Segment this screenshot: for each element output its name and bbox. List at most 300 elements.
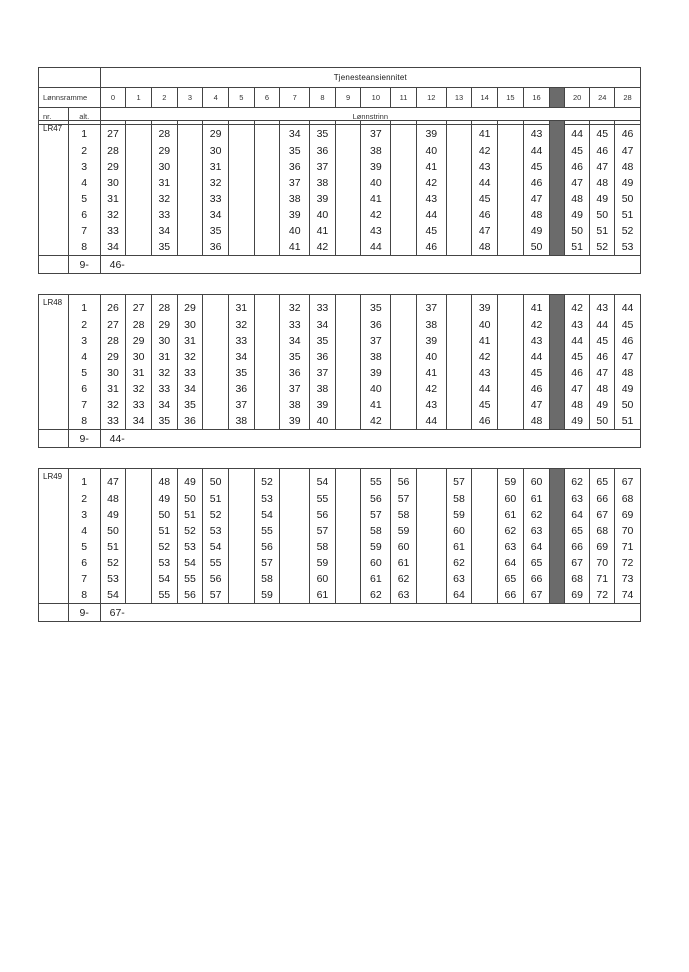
salary-step-cell	[335, 349, 361, 365]
footer-row	[39, 430, 641, 448]
salary-step-cell	[254, 239, 280, 256]
footer-alt-cell: 9-	[68, 604, 100, 622]
table-row	[39, 491, 641, 507]
column-header: 3	[177, 88, 203, 108]
salary-step-cell	[391, 381, 417, 397]
salary-step-cell: 35	[310, 121, 336, 144]
salary-step-cell	[254, 365, 280, 381]
column-header: 16	[523, 88, 550, 108]
salary-step-cell: 52	[590, 239, 615, 256]
salary-step-cell	[254, 121, 280, 144]
table-row	[39, 539, 641, 555]
salary-step-cell: 34	[151, 397, 177, 413]
salary-step-cell: 74	[615, 587, 641, 604]
separator-cell	[550, 587, 564, 604]
separator-cell	[550, 159, 564, 175]
salary-step-cell: 33	[177, 365, 203, 381]
salary-step-cell: 64	[523, 539, 550, 555]
column-header: 1	[126, 88, 152, 108]
alt-cell: 4	[68, 523, 100, 539]
salary-step-cell: 42	[416, 175, 446, 191]
group-label: LR47	[39, 121, 69, 256]
column-header: 2	[151, 88, 177, 108]
salary-step-cell	[391, 143, 417, 159]
salary-step-cell	[498, 333, 524, 349]
salary-step-cell: 44	[523, 143, 550, 159]
salary-step-cell: 62	[523, 507, 550, 523]
salary-step-cell: 71	[615, 539, 641, 555]
salary-step-cell: 42	[472, 143, 498, 159]
separator-cell	[550, 469, 564, 492]
footer-alt-cell: 9-	[68, 256, 100, 274]
table-row	[39, 349, 641, 365]
salary-step-cell: 61	[310, 587, 336, 604]
salary-step-cell	[416, 507, 446, 523]
salary-step-cell: 44	[472, 381, 498, 397]
salary-step-cell: 68	[564, 571, 590, 587]
salary-step-cell	[228, 207, 254, 223]
group-table-lr48	[38, 294, 641, 448]
salary-step-cell: 53	[177, 539, 203, 555]
salary-step-cell: 41	[361, 397, 391, 413]
column-header: 11	[391, 88, 417, 108]
salary-step-cell: 33	[203, 191, 229, 207]
salary-step-cell: 37	[310, 159, 336, 175]
salary-step-cell	[126, 121, 152, 144]
salary-step-cell: 60	[310, 571, 336, 587]
salary-step-cell: 55	[177, 571, 203, 587]
salary-step-cell	[126, 555, 152, 571]
salary-step-cell: 43	[523, 121, 550, 144]
table-row	[39, 365, 641, 381]
salary-step-cell: 49	[151, 491, 177, 507]
salary-step-cell: 36	[280, 365, 310, 381]
salary-step-cell	[446, 397, 472, 413]
salary-step-cell: 33	[126, 397, 152, 413]
salary-step-cell: 46	[564, 365, 590, 381]
salary-step-cell	[203, 381, 229, 397]
salary-step-cell: 39	[416, 121, 446, 144]
salary-step-cell: 49	[615, 381, 641, 397]
salary-step-cell	[391, 175, 417, 191]
salary-step-cell: 41	[416, 365, 446, 381]
salary-step-cell	[446, 381, 472, 397]
salary-step-cell: 62	[361, 587, 391, 604]
salary-step-cell: 45	[564, 143, 590, 159]
salary-step-cell: 49	[615, 175, 641, 191]
column-header: 7	[280, 88, 310, 108]
salary-step-cell	[498, 159, 524, 175]
salary-step-cell	[126, 175, 152, 191]
salary-step-cell	[416, 539, 446, 555]
salary-step-cell: 52	[177, 523, 203, 539]
salary-step-cell: 48	[523, 207, 550, 223]
salary-step-cell	[416, 469, 446, 492]
salary-step-cell	[391, 159, 417, 175]
salary-step-cell	[391, 349, 417, 365]
salary-step-cell: 44	[416, 207, 446, 223]
salary-step-cell: 29	[203, 121, 229, 144]
salary-step-cell: 62	[564, 469, 590, 492]
salary-step-cell	[254, 159, 280, 175]
salary-step-cell: 58	[310, 539, 336, 555]
salary-step-cell: 33	[100, 413, 126, 430]
salary-step-cell	[228, 223, 254, 239]
column-header: 24	[590, 88, 615, 108]
header-separator-cell	[550, 88, 564, 108]
separator-cell	[550, 381, 564, 397]
salary-step-cell: 35	[151, 413, 177, 430]
table-row	[39, 571, 641, 587]
salary-step-cell: 57	[254, 555, 280, 571]
column-header: 9	[335, 88, 361, 108]
salary-step-cell	[335, 555, 361, 571]
salary-step-cell	[416, 571, 446, 587]
column-header: 28	[615, 88, 641, 108]
salary-step-cell: 41	[361, 191, 391, 207]
salary-step-cell	[416, 587, 446, 604]
salary-step-cell	[126, 469, 152, 492]
salary-step-cell	[335, 491, 361, 507]
salary-step-cell	[254, 381, 280, 397]
salary-step-cell	[126, 539, 152, 555]
salary-step-cell: 57	[361, 507, 391, 523]
salary-step-cell	[228, 191, 254, 207]
salary-step-cell: 50	[100, 523, 126, 539]
salary-step-cell: 36	[203, 239, 229, 256]
salary-step-cell	[280, 539, 310, 555]
salary-step-cell: 37	[361, 121, 391, 144]
alt-label: alt.	[68, 108, 100, 125]
salary-step-cell	[335, 381, 361, 397]
alt-cell: 1	[68, 295, 100, 318]
salary-step-cell	[126, 159, 152, 175]
salary-step-cell: 69	[564, 587, 590, 604]
salary-step-cell	[177, 159, 203, 175]
lonnsramme-label: Lønnsramme	[39, 88, 101, 108]
salary-step-cell: 39	[361, 159, 391, 175]
salary-step-cell	[203, 295, 229, 318]
salary-step-cell: 40	[280, 223, 310, 239]
salary-step-cell: 44	[523, 349, 550, 365]
column-header: 10	[361, 88, 391, 108]
footer-empty-cell	[39, 430, 69, 448]
salary-step-cell: 28	[100, 143, 126, 159]
salary-step-cell: 49	[590, 191, 615, 207]
footer-empty-cell	[39, 256, 69, 274]
salary-step-cell	[335, 397, 361, 413]
salary-step-cell: 49	[564, 207, 590, 223]
salary-step-cell: 66	[564, 539, 590, 555]
salary-step-cell	[335, 121, 361, 144]
separator-cell	[550, 191, 564, 207]
salary-step-cell: 67	[590, 507, 615, 523]
salary-step-cell: 55	[151, 587, 177, 604]
salary-step-cell: 38	[228, 413, 254, 430]
salary-step-cell: 27	[126, 295, 152, 318]
salary-step-cell: 39	[280, 413, 310, 430]
salary-step-cell: 47	[523, 397, 550, 413]
salary-step-cell	[472, 507, 498, 523]
salary-step-cell: 41	[280, 239, 310, 256]
salary-step-cell	[416, 523, 446, 539]
salary-step-cell	[391, 413, 417, 430]
salary-step-cell	[498, 239, 524, 256]
salary-step-cell: 46	[472, 413, 498, 430]
salary-step-cell: 43	[590, 295, 615, 318]
separator-cell	[550, 317, 564, 333]
salary-step-cell: 51	[615, 413, 641, 430]
separator-cell	[550, 143, 564, 159]
salary-step-cell: 34	[280, 121, 310, 144]
salary-step-cell	[228, 159, 254, 175]
salary-step-cell: 63	[498, 539, 524, 555]
salary-step-cell: 36	[310, 143, 336, 159]
salary-step-cell	[177, 223, 203, 239]
salary-step-cell: 27	[100, 121, 126, 144]
salary-step-cell: 41	[472, 333, 498, 349]
salary-step-cell: 29	[100, 349, 126, 365]
salary-step-cell	[498, 207, 524, 223]
salary-step-cell: 39	[472, 295, 498, 318]
footer-row	[39, 256, 641, 274]
salary-step-cell: 33	[151, 207, 177, 223]
salary-step-cell: 58	[391, 507, 417, 523]
salary-step-cell	[335, 365, 361, 381]
salary-step-cell: 35	[203, 223, 229, 239]
salary-step-cell: 37	[280, 175, 310, 191]
salary-step-cell: 27	[100, 317, 126, 333]
salary-step-cell: 47	[523, 191, 550, 207]
salary-step-cell: 42	[310, 239, 336, 256]
salary-step-cell: 43	[361, 223, 391, 239]
salary-step-cell	[335, 223, 361, 239]
salary-step-cell	[203, 397, 229, 413]
salary-step-cell: 48	[590, 175, 615, 191]
salary-step-cell: 47	[472, 223, 498, 239]
salary-step-cell	[446, 175, 472, 191]
salary-step-cell	[177, 143, 203, 159]
alt-cell: 4	[68, 175, 100, 191]
salary-step-cell	[228, 523, 254, 539]
separator-cell	[550, 555, 564, 571]
alt-cell: 6	[68, 555, 100, 571]
table-row	[39, 143, 641, 159]
salary-step-cell: 51	[100, 539, 126, 555]
salary-step-cell	[126, 207, 152, 223]
salary-step-cell: 49	[564, 413, 590, 430]
salary-step-cell: 31	[177, 333, 203, 349]
salary-step-cell	[280, 555, 310, 571]
alt-cell: 1	[68, 121, 100, 144]
salary-step-cell: 30	[203, 143, 229, 159]
salary-step-cell: 48	[151, 469, 177, 492]
salary-step-cell	[498, 295, 524, 318]
separator-cell	[550, 239, 564, 256]
salary-step-cell: 44	[361, 239, 391, 256]
salary-step-cell: 29	[100, 159, 126, 175]
salary-step-cell	[335, 413, 361, 430]
salary-step-cell: 46	[590, 349, 615, 365]
salary-step-cell: 31	[100, 381, 126, 397]
table-row	[39, 555, 641, 571]
salary-step-cell	[177, 175, 203, 191]
salary-step-cell: 33	[228, 333, 254, 349]
salary-step-cell: 52	[151, 539, 177, 555]
salary-step-cell: 50	[615, 191, 641, 207]
alt-cell: 8	[68, 239, 100, 256]
salary-step-cell: 38	[416, 317, 446, 333]
salary-step-cell: 52	[254, 469, 280, 492]
salary-step-cell	[228, 539, 254, 555]
column-header: 6	[254, 88, 280, 108]
salary-step-cell: 45	[590, 333, 615, 349]
salary-step-cell	[254, 333, 280, 349]
header-empty-cell	[39, 68, 101, 88]
salary-step-cell	[335, 469, 361, 492]
salary-step-cell: 32	[203, 175, 229, 191]
salary-step-cell	[335, 295, 361, 318]
footer-value-cell: 46-	[100, 256, 640, 274]
salary-step-cell: 41	[523, 295, 550, 318]
salary-step-cell: 38	[361, 143, 391, 159]
salary-step-cell: 48	[523, 413, 550, 430]
salary-step-cell: 31	[151, 175, 177, 191]
salary-step-cell: 33	[151, 381, 177, 397]
salary-step-cell: 65	[523, 555, 550, 571]
alt-cell: 8	[68, 587, 100, 604]
salary-step-cell: 62	[498, 523, 524, 539]
salary-step-cell: 60	[523, 469, 550, 492]
salary-step-cell	[280, 507, 310, 523]
salary-step-cell	[126, 507, 152, 523]
salary-step-cell	[228, 571, 254, 587]
header-row-columns	[39, 88, 641, 108]
table-row	[39, 587, 641, 604]
salary-step-cell: 44	[564, 333, 590, 349]
salary-step-cell: 56	[361, 491, 391, 507]
salary-step-cell	[203, 333, 229, 349]
salary-step-cell: 30	[151, 333, 177, 349]
salary-step-cell	[498, 397, 524, 413]
table-row	[39, 191, 641, 207]
separator-cell	[550, 507, 564, 523]
salary-step-cell	[416, 491, 446, 507]
salary-step-cell: 51	[177, 507, 203, 523]
salary-step-cell: 39	[416, 333, 446, 349]
salary-step-cell: 47	[615, 143, 641, 159]
salary-step-cell: 30	[151, 159, 177, 175]
salary-step-cell	[126, 571, 152, 587]
salary-step-cell	[203, 365, 229, 381]
salary-step-cell	[203, 317, 229, 333]
separator-cell	[550, 121, 564, 144]
salary-step-cell: 40	[361, 175, 391, 191]
header-table	[38, 67, 641, 125]
salary-step-cell: 37	[416, 295, 446, 318]
salary-step-cell: 36	[280, 159, 310, 175]
salary-step-cell: 59	[254, 587, 280, 604]
salary-step-cell: 54	[203, 539, 229, 555]
salary-step-cell: 35	[228, 365, 254, 381]
salary-step-cell: 47	[100, 469, 126, 492]
salary-step-cell	[203, 349, 229, 365]
alt-cell: 1	[68, 469, 100, 492]
salary-step-cell: 45	[564, 349, 590, 365]
salary-step-cell: 30	[177, 317, 203, 333]
separator-cell	[550, 333, 564, 349]
salary-step-cell: 55	[203, 555, 229, 571]
salary-step-cell	[254, 295, 280, 318]
salary-step-cell: 65	[498, 571, 524, 587]
salary-step-cell	[228, 555, 254, 571]
salary-step-cell: 55	[361, 469, 391, 492]
salary-step-cell: 45	[523, 365, 550, 381]
salary-step-cell: 69	[615, 507, 641, 523]
table-row	[39, 397, 641, 413]
salary-step-cell: 49	[177, 469, 203, 492]
salary-step-cell: 44	[472, 175, 498, 191]
salary-step-cell: 36	[310, 349, 336, 365]
salary-step-cell: 33	[100, 223, 126, 239]
salary-step-cell	[335, 159, 361, 175]
salary-step-cell	[472, 523, 498, 539]
header-row-group	[39, 68, 641, 88]
salary-step-cell	[472, 571, 498, 587]
salary-step-cell	[228, 121, 254, 144]
salary-step-cell: 50	[564, 223, 590, 239]
salary-step-cell: 64	[446, 587, 472, 604]
separator-cell	[550, 491, 564, 507]
salary-step-cell: 34	[203, 207, 229, 223]
salary-step-cell	[498, 413, 524, 430]
salary-step-cell: 38	[310, 381, 336, 397]
salary-step-cell: 34	[126, 413, 152, 430]
salary-step-cell: 66	[498, 587, 524, 604]
separator-cell	[550, 295, 564, 318]
salary-step-cell: 57	[446, 469, 472, 492]
salary-step-cell	[498, 381, 524, 397]
separator-cell	[550, 397, 564, 413]
salary-step-cell	[391, 239, 417, 256]
salary-step-cell: 31	[203, 159, 229, 175]
salary-step-cell	[177, 191, 203, 207]
salary-step-cell	[254, 349, 280, 365]
salary-step-cell	[254, 397, 280, 413]
salary-step-cell: 46	[615, 333, 641, 349]
salary-step-cell	[472, 491, 498, 507]
separator-cell	[550, 413, 564, 430]
salary-step-cell: 69	[590, 539, 615, 555]
salary-step-cell: 58	[361, 523, 391, 539]
salary-step-cell: 53	[615, 239, 641, 256]
salary-step-cell: 57	[310, 523, 336, 539]
salary-step-cell: 28	[151, 295, 177, 318]
salary-step-cell: 53	[151, 555, 177, 571]
salary-step-cell: 31	[100, 191, 126, 207]
salary-step-cell	[446, 121, 472, 144]
separator-cell	[550, 349, 564, 365]
salary-step-cell	[446, 223, 472, 239]
salary-step-cell	[498, 223, 524, 239]
salary-step-cell	[391, 333, 417, 349]
salary-step-cell: 50	[615, 397, 641, 413]
salary-step-cell	[446, 295, 472, 318]
salary-step-cell: 38	[310, 175, 336, 191]
salary-step-cell: 64	[498, 555, 524, 571]
salary-step-cell	[446, 365, 472, 381]
salary-step-cell	[446, 239, 472, 256]
